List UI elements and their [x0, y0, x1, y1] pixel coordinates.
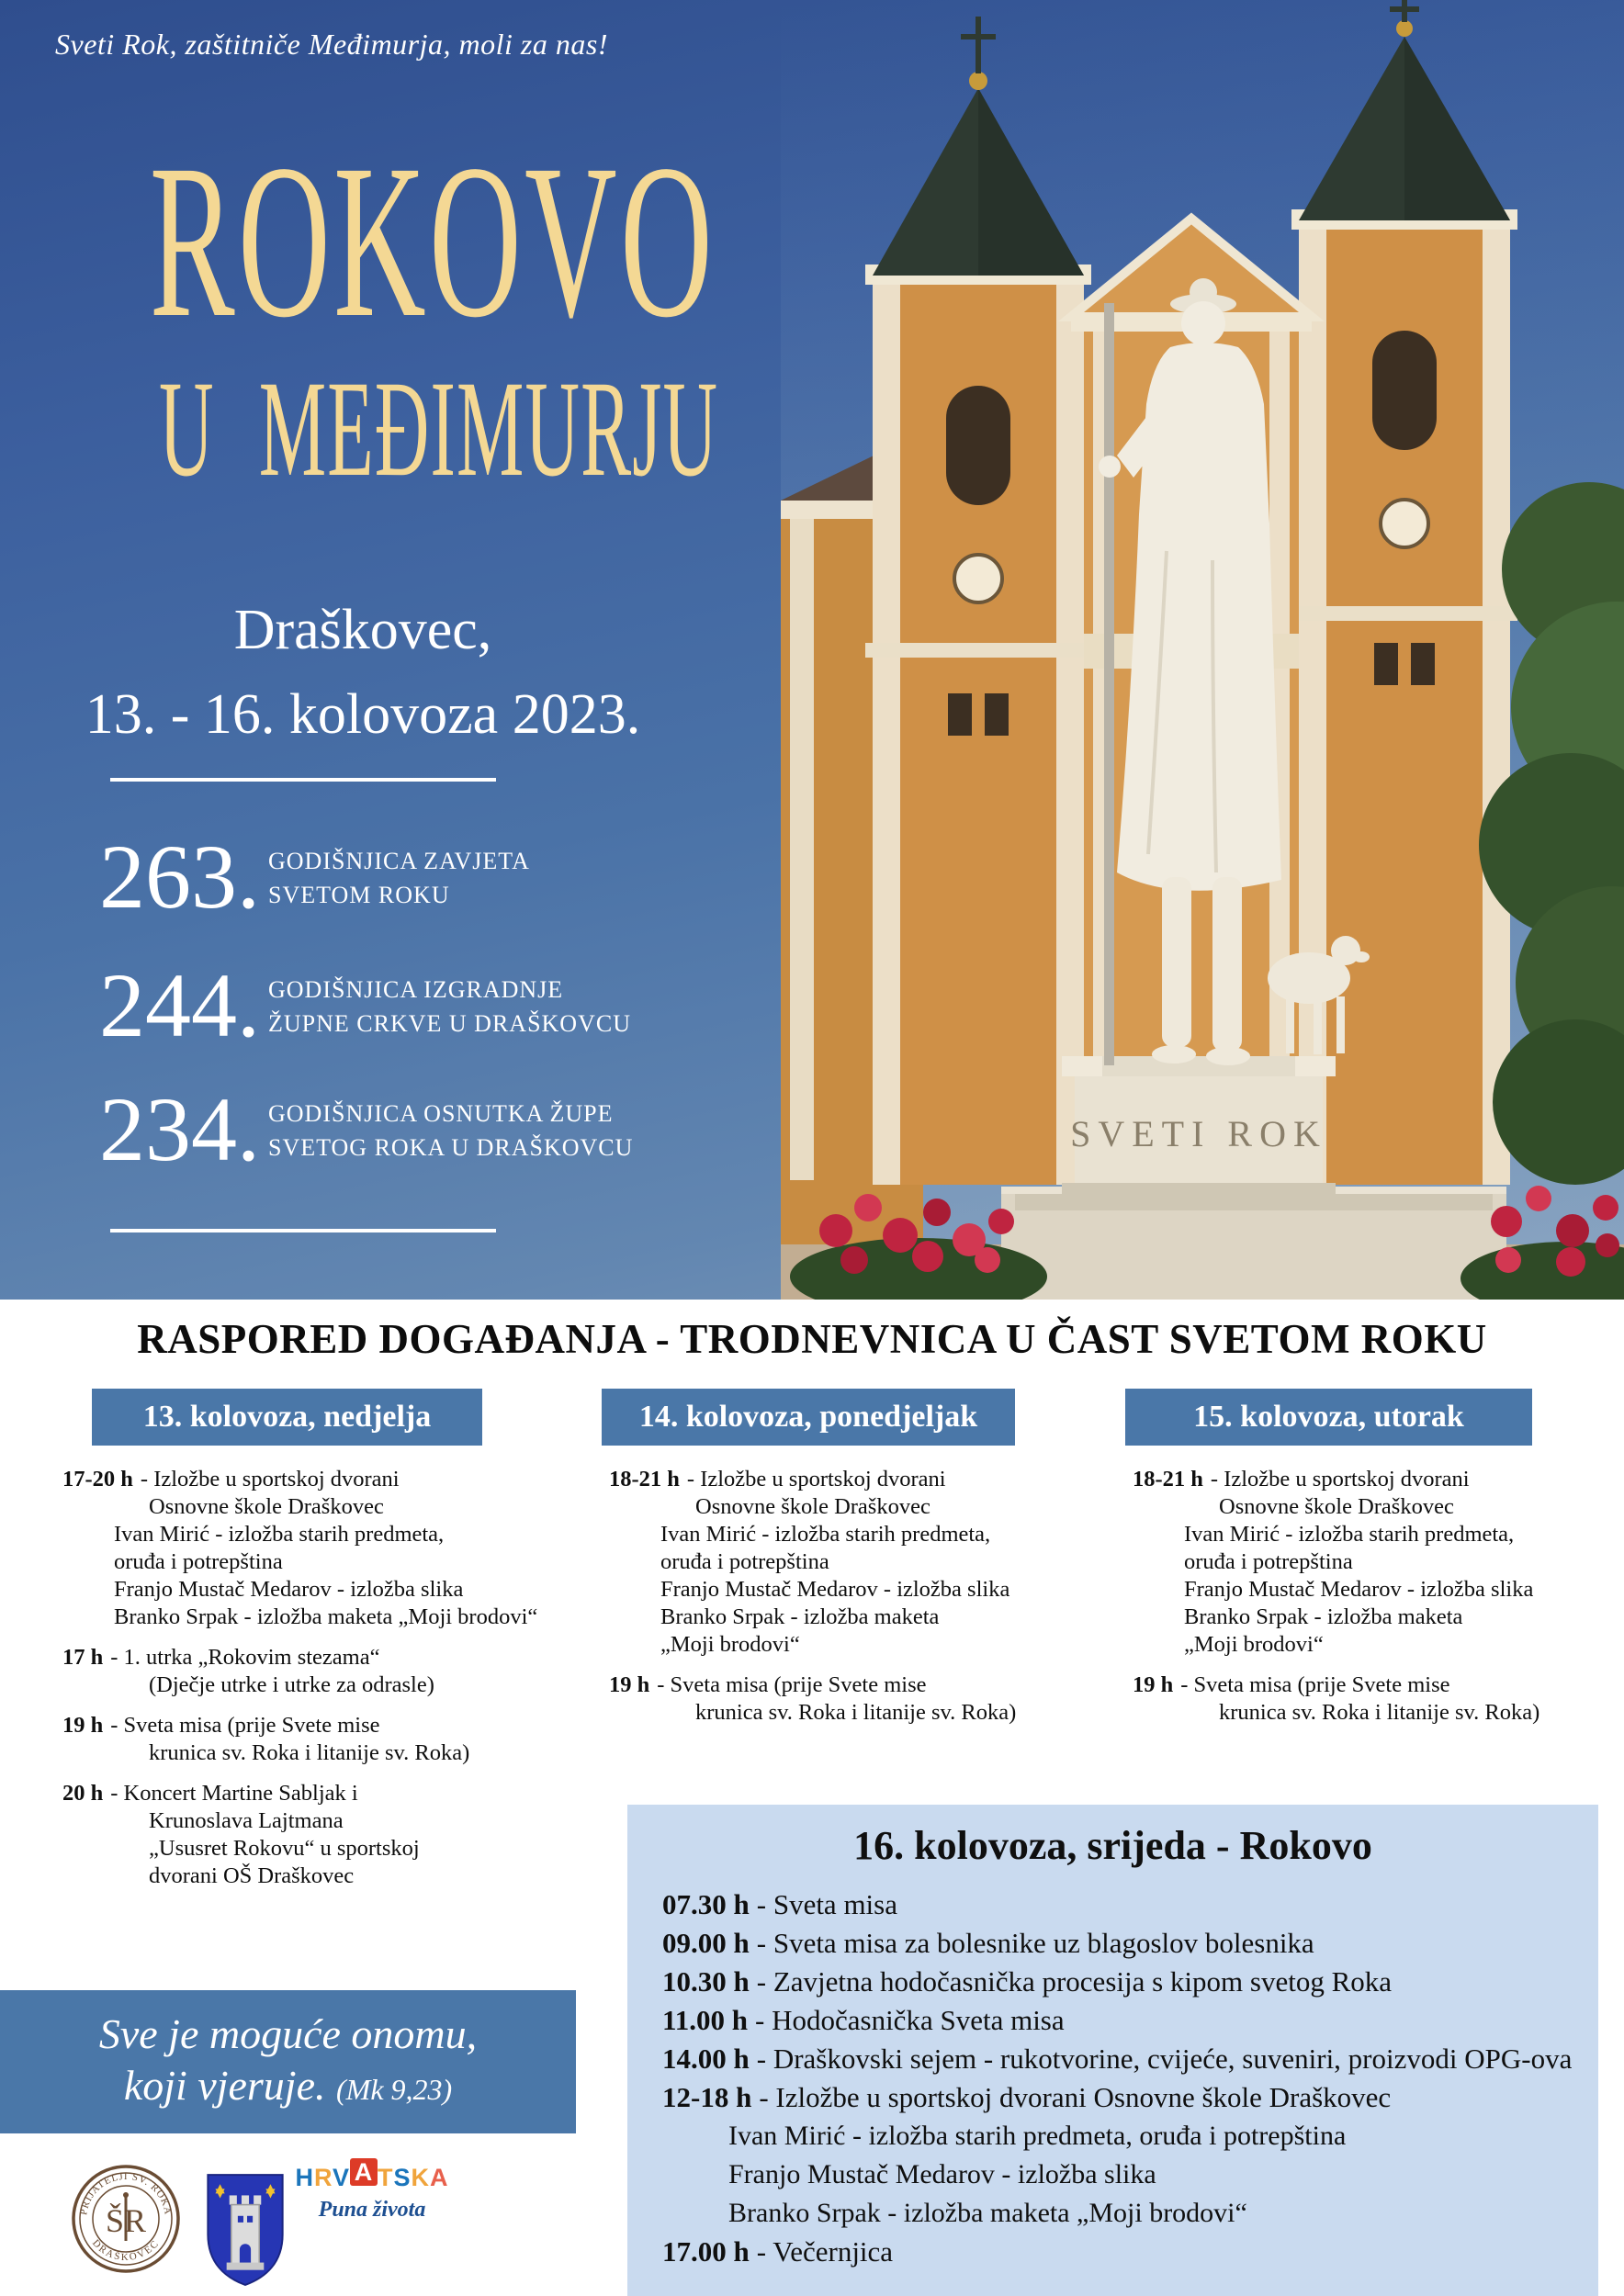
location-text: Draškovec,	[233, 599, 492, 661]
anniversary-number: 244.	[99, 954, 260, 1056]
schedule-line: Ivan Mirić - izložba starih predmeta, oruđa i potrepština	[728, 2121, 1347, 2151]
red-square-icon: A	[350, 2158, 378, 2186]
statue-inscription: SVETI ROK	[1070, 1113, 1327, 1154]
schedule-line: 19 h - Sveta misa (prije Svete mise	[1133, 1672, 1450, 1697]
schedule-line: „Ususret Rokovu“ u sportskoj	[149, 1836, 420, 1861]
day-header: 13. kolovoza, nedjelja	[92, 1389, 482, 1446]
day-schedule	[46, 1466, 597, 1890]
schedule-line: Branko Srpak - izložba maketa „Moji brodovi“	[728, 2198, 1247, 2228]
day-column-13	[46, 1389, 597, 1890]
schedule-line: Franjo Mustač Medarov - izložba slika	[114, 1577, 464, 1602]
schedule-line: 17-20 h - Izložbe u sportskoj dvorani	[62, 1467, 400, 1491]
quote-text: koji vjeruje. (Mk 9,23)	[123, 2062, 453, 2109]
day-header: 15. kolovoza, utorak	[1125, 1389, 1532, 1446]
schedule-line: 12-18 h - Izložbe u sportskoj dvorani Osnovne škole Draškovec	[662, 2081, 1392, 2113]
schedule-line: „Moji brodovi“	[1184, 1632, 1324, 1657]
schedule-line: 17 h - 1. utrka „Rokovim stezama“	[62, 1645, 380, 1670]
tower-icon	[227, 2195, 265, 2269]
schedule-line: 09.00 h - Sveta misa za bolesnike uz blagoslov bolesnika	[662, 1927, 1314, 1959]
schedule-line: oruđa i potrepština	[1184, 1549, 1353, 1574]
poster-subtitle: U MEĐIMURJU	[159, 353, 719, 505]
day-column-15	[1116, 1389, 1624, 1727]
schedule-line: Osnovne škole Draškovec	[1219, 1494, 1454, 1519]
seal-logo	[69, 2156, 183, 2290]
anniversary-row	[99, 1078, 687, 1203]
invocation-text: Sveti Rok, zaštitniče Međimurja, moli za nas!	[55, 28, 608, 61]
anniversary-caption: GODIŠNJICA IZGRADNJE ŽUPNE CRKVE U DRAŠKOVCU	[268, 976, 631, 1037]
place-date-block	[37, 588, 689, 757]
schedule-line: Branko Srpak - izložba maketa	[1184, 1604, 1463, 1629]
separator-line	[110, 778, 496, 782]
schedule-heading: RASPORED DOGAĐANJA - TRODNEVNICA U ČAST SVETOM ROKU	[137, 1316, 1487, 1362]
quote-reference: (Mk 9,23)	[336, 2073, 453, 2106]
schedule-line: Ivan Mirić - izložba starih predmeta,	[660, 1522, 991, 1547]
schedule-line: Franjo Mustač Medarov - izložba slika	[660, 1577, 1010, 1602]
schedule-line: 07.30 h - Sveta misa	[662, 1888, 897, 1920]
schedule-line: oruđa i potrepština	[660, 1549, 829, 1574]
schedule-line: Franjo Mustač Medarov - izložba slika	[1184, 1577, 1534, 1602]
schedule-line: 10.30 h - Zavjetna hodočasnička procesija s kipom svetog Roka	[662, 1965, 1393, 1998]
schedule-line: Franjo Mustač Medarov - izložba slika	[728, 2159, 1156, 2189]
schedule-line: 19 h - Sveta misa (prije Svete mise	[62, 1713, 380, 1738]
anniversary-number: 234.	[99, 1078, 260, 1180]
coat-of-arms-logo	[204, 2169, 287, 2293]
schedule-line: 11.00 h - Hodočasnička Sveta misa	[662, 2004, 1065, 2036]
anniversary-row	[99, 954, 687, 1079]
schedule-line: Branko Srpak - izložba maketa „Moji brodovi“	[114, 1604, 538, 1629]
seal-top-text: PRIJATELJI SV. ROKA	[78, 2170, 174, 2216]
schedule-line: Branko Srpak - izložba maketa	[660, 1604, 940, 1629]
hrvatska-letters: HRV A TSKA	[295, 2158, 449, 2191]
schedule-line: krunica sv. Roka i litanije sv. Roka)	[1219, 1700, 1540, 1725]
schedule-line: (Dječje utrke i utrke za odrasle)	[149, 1672, 434, 1697]
right-tower-icon	[1291, 0, 1517, 1185]
schedule-line: Osnovne škole Draškovec	[149, 1494, 384, 1519]
hrvatska-logo	[289, 2158, 455, 2223]
schedule-line: Krunoslava Lajtmana	[149, 1808, 344, 1833]
seal-monogram: ŠR	[105, 2202, 147, 2239]
dates-text: 13. - 16. kolovoza 2023.	[85, 683, 641, 746]
anniversary-caption: GODIŠNJICA OSNUTKA ŽUPE SVETOG ROKA U DRAŠKOVCU	[268, 1100, 634, 1161]
quote-text: Sve je moguće onomu,	[98, 2010, 478, 2057]
day4-header: 16. kolovoza, srijeda - Rokovo	[853, 1823, 1372, 1868]
schedule-line: „Moji brodovi“	[660, 1632, 800, 1657]
schedule-line: Osnovne škole Draškovec	[695, 1494, 930, 1519]
anniversary-row	[99, 826, 687, 951]
schedule-line: 18-21 h - Izložbe u sportskoj dvorani	[609, 1467, 946, 1491]
church-photo	[781, 0, 1624, 1300]
quote-box	[0, 1990, 576, 2133]
day4-schedule	[662, 1885, 1598, 2271]
seal-bottom-text: DRAŠKOVEC	[89, 2237, 163, 2264]
schedule-line: 14.00 h - Draškovski sejem - rukotvorine, cvijeće, suveniri, proizvodi OPG-ova	[662, 2043, 1573, 2075]
schedule-line: 18-21 h - Izložbe u sportskoj dvorani	[1133, 1467, 1470, 1491]
day-column-14	[592, 1389, 1121, 1727]
day-schedule	[592, 1466, 1121, 1727]
schedule-line: dvorani OŠ Draškovec	[149, 1863, 355, 1888]
separator-line	[110, 1229, 496, 1232]
schedule-line: 19 h - Sveta misa (prije Svete mise	[609, 1672, 927, 1697]
day4-box	[627, 1805, 1598, 2296]
schedule-line: Ivan Mirić - izložba starih predmeta,	[114, 1522, 445, 1547]
draskovec-coat-of-arms-icon	[204, 2169, 287, 2289]
day-header: 14. kolovoza, ponedjeljak	[602, 1389, 1015, 1446]
day-schedule	[1116, 1466, 1624, 1727]
schedule-line: 17.00 h - Večernjica	[662, 2235, 894, 2268]
schedule-line: Ivan Mirić - izložba starih predmeta,	[1184, 1522, 1515, 1547]
hrvatska-tagline: Puna života	[318, 2198, 426, 2222]
schedule-line: 20 h - Koncert Martine Sabljak i	[62, 1781, 358, 1806]
anniversary-caption: GODIŠNJICA ZAVJETA SVETOM ROKU	[268, 848, 530, 908]
schedule-line: krunica sv. Roka i litanije sv. Roka)	[695, 1700, 1017, 1725]
schedule-line: krunica sv. Roka i litanije sv. Roka)	[149, 1740, 470, 1765]
church-illustration	[781, 0, 1624, 1300]
anniversary-number: 263.	[99, 826, 260, 928]
schedule-line: oruđa i potrepština	[114, 1549, 283, 1574]
friends-of-st-rok-seal-icon	[69, 2156, 183, 2285]
poster-title: ROKOVO	[149, 118, 716, 363]
